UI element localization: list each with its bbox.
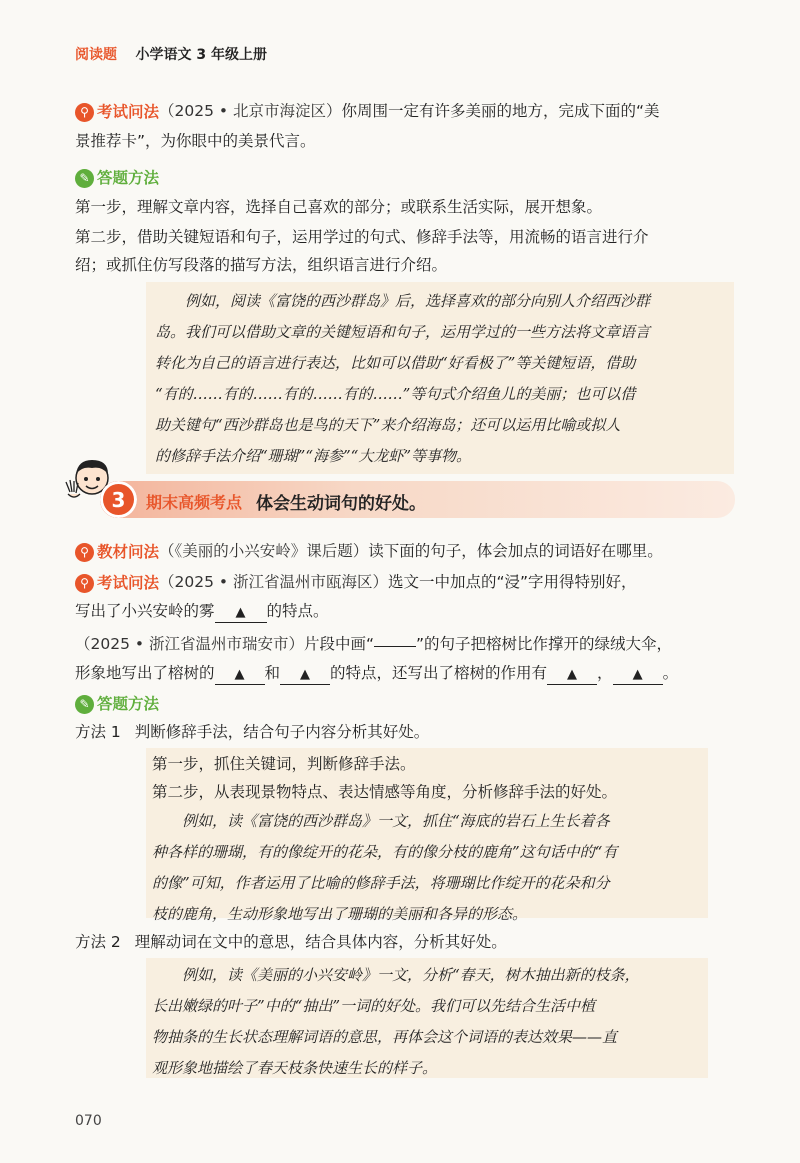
method-1-step: 第二步，从表现景物特点、表达情感等角度，分析修辞手法的好处。 xyxy=(152,783,618,801)
example-line: 种各样的珊瑚，有的像绽开的花朵，有的像分枝的鹿角”这句话中的“有 xyxy=(152,843,618,861)
example-line: 岛。我们可以借助文章的关键短语和句子，运用学过的一些方法将文章语言 xyxy=(155,323,651,341)
section-label: 期末高频考点 xyxy=(146,493,243,512)
answer-blank: ▲ xyxy=(215,664,265,685)
header-book-title: 小学语文 3 年级上册 xyxy=(135,47,267,63)
exam-question-2-line-1: ⚲ 考试问法 （2025 • 浙江省温州市瓯海区）选文一中加点的“浸”字用得特别好， xyxy=(75,568,637,597)
page-header xyxy=(75,44,267,64)
section-number-badge: 3 xyxy=(100,481,137,518)
example-line: 的修辞手法介绍“珊瑚”“海参”“大龙虾”等事物。 xyxy=(155,447,472,465)
example-line: 枝的鹿角，生动形象地写出了珊瑚的美丽和各异的形态。 xyxy=(152,905,528,923)
answer-blank: ▲ xyxy=(613,664,663,685)
answer-blank: ▲ xyxy=(547,664,597,685)
example-line: 的像”可知，作者运用了比喻的修辞手法，将珊瑚比作绽开的花朵和分 xyxy=(152,874,610,892)
example-line: 物抽条的生长状态理解词语的意思，再体会这个词语的表达效果——直 xyxy=(152,1028,618,1046)
exam-question-text: 你周围一定有许多美丽的地方，完成下面的“美 xyxy=(341,102,660,120)
magnifier-icon: ⚲ xyxy=(75,103,94,122)
method-heading-2: ✎ 答题方法 xyxy=(75,689,159,718)
exam-question-tag: ⚲ 考试问法 xyxy=(75,98,159,126)
header-category: 阅读题 xyxy=(75,47,117,63)
method-1-heading: 方法 1 判断修辞手法，结合句子内容分析其好处。 xyxy=(75,723,430,741)
method-step-2-line-1: 第二步，借助关键短语和句子，运用学过的句式、修辞手法等，用流畅的语言进行介 xyxy=(75,228,649,246)
magnifier-icon: ⚲ xyxy=(75,543,94,562)
exam-question-3-line-1: （2025 • 浙江省温州市瑞安市）片段中画“ ”的句子把榕树比作撑开的绿绒大伞， xyxy=(75,635,673,653)
exam-question-2-line-2: 写出了小兴安岭的雾 ▲ 的特点。 xyxy=(75,597,329,625)
answer-blank: ▲ xyxy=(215,602,267,623)
textbook-question: ⚲ 教材问法 （《美丽的小兴安岭》课后题）读下面的句子，体会加点的词语好在哪里。 xyxy=(75,537,663,566)
example-line: 例如，读《富饶的西沙群岛》一文，抓住“海底的岩石上生长着各 xyxy=(182,812,610,830)
page-number: 070 xyxy=(75,1113,102,1129)
example-line: 观形象地描绘了春天枝条快速生长的样子。 xyxy=(152,1059,438,1077)
example-line: 例如，读《美丽的小兴安岭》一文，分析“春天，树木抽出新的枝条， xyxy=(182,966,640,984)
method-step-1: 第一步，理解文章内容，选择自己喜欢的部分；或联系生活实际，展开想象。 xyxy=(75,198,603,216)
exam-question-3-line-2: 形象地写出了榕树的 ▲ 和 ▲ 的特点，还写出了榕树的作用有 ▲ ， ▲ 。 xyxy=(75,659,678,687)
method-2-heading: 方法 2 理解动词在文中的意思，结合具体内容，分析其好处。 xyxy=(75,933,507,951)
exam-question-1-line-1 xyxy=(75,97,660,126)
pen-icon: ✎ xyxy=(75,695,94,714)
method-1-step: 第一步，抓住关键词，判断修辞手法。 xyxy=(152,755,416,773)
example-box-1 xyxy=(146,282,734,474)
method-heading-1: ✎ 答题方法 xyxy=(75,163,159,192)
example-line: 例如，阅读《富饶的西沙群岛》后，选择喜欢的部分向别人介绍西沙群 xyxy=(185,292,651,310)
method-step-2-line-2: 绍；或抓住仿写段落的描写方法，组织语言进行介绍。 xyxy=(75,256,448,274)
exam-question-1-line-2: 景推荐卡”，为你眼中的美景代言。 xyxy=(75,132,316,150)
example-line: 长出嫩绿的叶子”中的“抽出”一词的好处。我们可以先结合生活中植 xyxy=(152,997,596,1015)
example-line: 助关键句“西沙群岛也是鸟的天下”来介绍海岛；还可以运用比喻或拟人 xyxy=(155,416,621,434)
exam-question-source: （2025 • 北京市海淀区） xyxy=(159,102,342,120)
pen-icon: ✎ xyxy=(75,169,94,188)
example-box-2 xyxy=(146,748,708,923)
example-line: 转化为自己的语言进行表达，比如可以借助“好看极了”等关键短语，借助 xyxy=(155,354,636,372)
section-title: 体会生动词句的好处。 xyxy=(256,494,426,514)
magnifier-icon: ⚲ xyxy=(75,574,94,593)
example-line: “有的……有的……有的……有的……”等句式介绍鱼儿的美丽；也可以借 xyxy=(155,385,636,403)
underline-marker xyxy=(374,646,416,647)
example-box-3 xyxy=(146,958,708,1078)
answer-blank: ▲ xyxy=(280,664,330,685)
